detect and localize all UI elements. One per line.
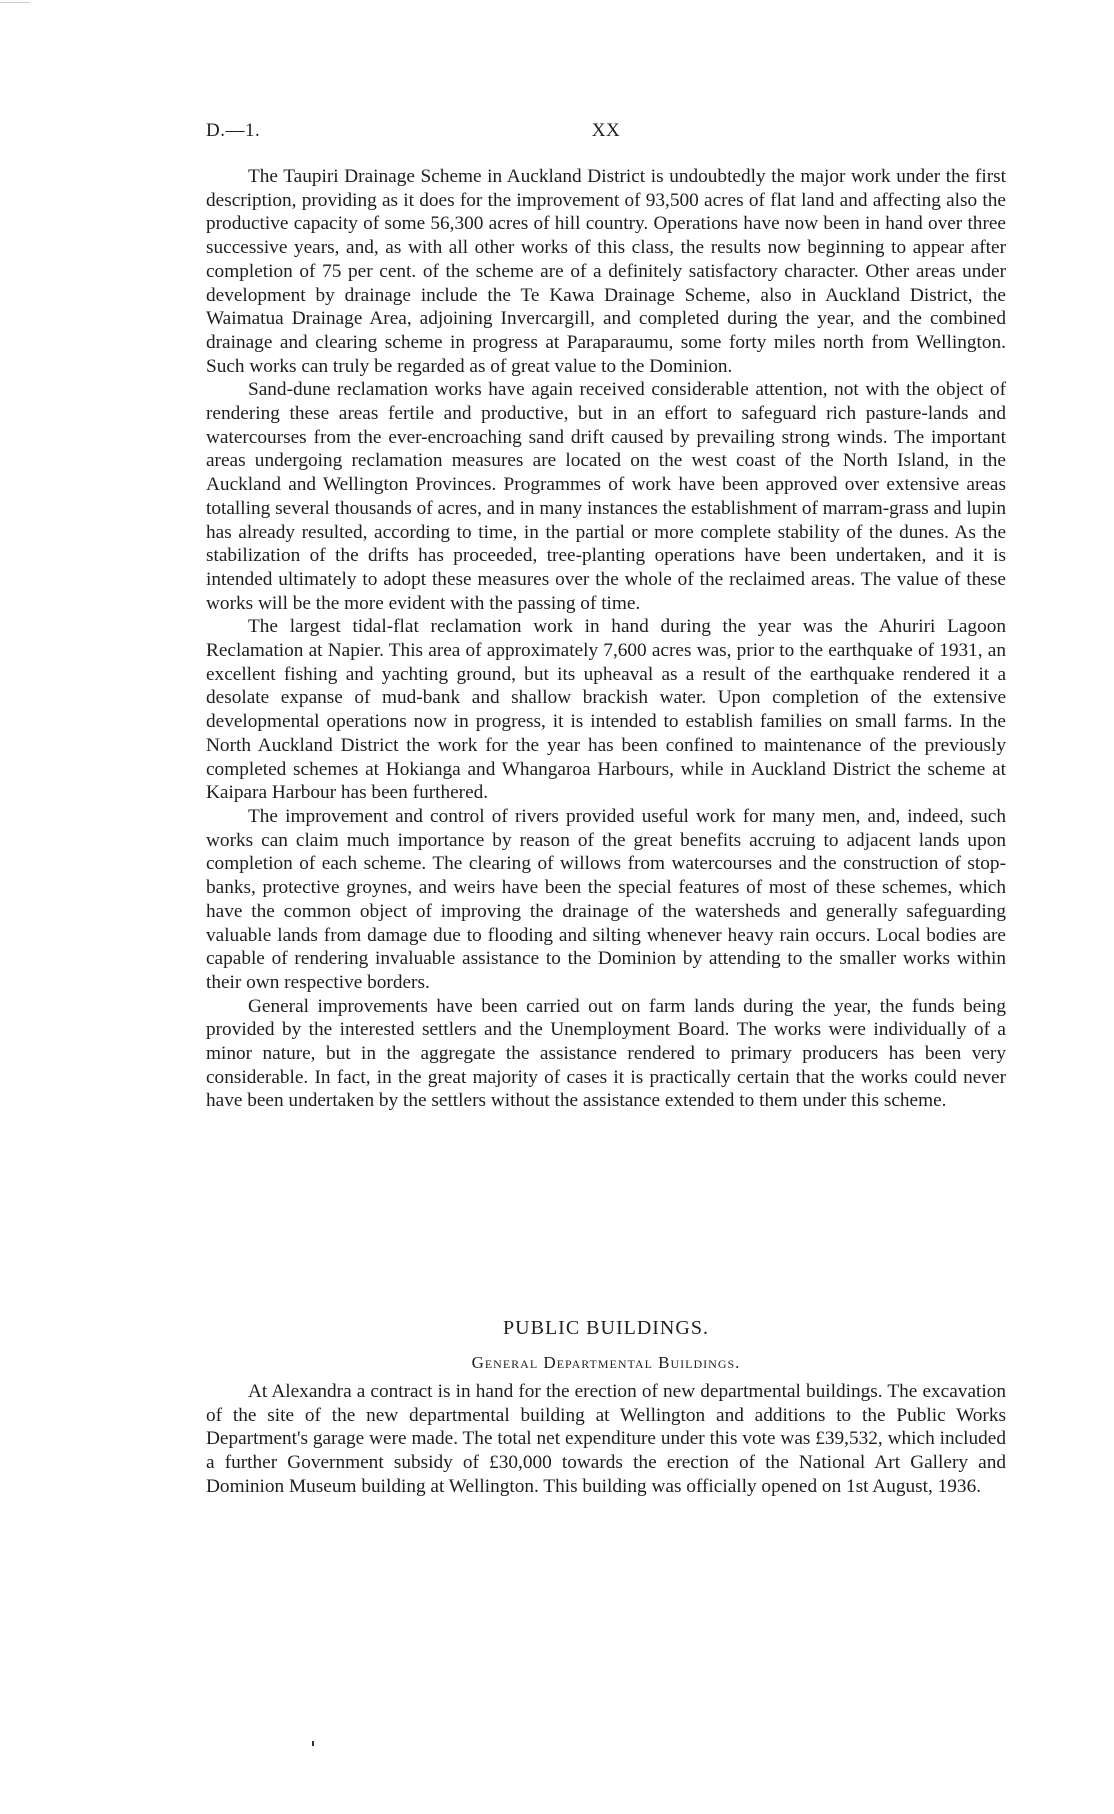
page-header xyxy=(206,120,1006,144)
scan-edge-mark xyxy=(0,2,30,3)
paragraph-river-improvement: The improvement and control of rivers provided useful work for many men, and, indeed, such works can claim much importance by reason of the great benefits accruing to adjacent lands upon completion of each scheme. The clearing of willows from watercourses and the construction of stop-banks, protective groynes, and weirs have been the special features of most of these schemes, which have the common object of improving the drainage of the watersheds and generally safeguarding valuable lands from damage due to flooding and silting whenever heavy rain occurs. Local bodies are capable of rendering invaluable assistance to the Dominion by attending to the smaller works within their own respective borders. xyxy=(206,805,1006,993)
section-body-text xyxy=(206,1380,1006,1499)
page-number: XX xyxy=(591,120,621,141)
section-subheading: General Departmental Buildings. xyxy=(471,1353,741,1372)
paragraph-departmental-buildings: At Alexandra a contract is in hand for the erection of new departmental buildings. The excavation of the site of the new departmental building at Wellington and additions to the Public Works Department's garage were made. The total net expenditure under this vote was £39,532, which included a further Government subsidy of £30,000 towards the erection of the National Art Gallery and Dominion Museum building at Wellington. This building was officially opened on 1st August, 1936. xyxy=(206,1381,1006,1497)
document-reference: D.—1. xyxy=(206,120,261,141)
paragraph-tidal-flat-reclamation: The largest tidal-flat reclamation work in hand during the year was the Ahuriri Lagoon Reclamation at Napier. This area of approximately 7,600 acres was, prior to the earthquake of 1931, an excellent fishing and yachting ground, but its upheaval as a result of the earthquake rendered it a desolate expanse of mud-bank and shallow brackish water. Upon completion of the extensive developmental operations now in progress, it is intended to establish families on small farms. In the North Auckland District the work for the year has been confined to maintenance of the previously completed schemes at Hokianga and Whangaroa Harbours, while in Auckland District the scheme at Kaipara Harbour has been furthered. xyxy=(206,616,1006,804)
paragraph-sand-dune-reclamation: Sand-dune reclamation works have again received considerable attention, not with the object of rendering these areas fertile and productive, but in an effort to safeguard rich pasture-lands and watercourses from the ever-encroaching sand drift caused by prevailing strong winds. The important areas undergoing reclamation measures are located on the west coast of the North Island, in the Auckland and Wellington Provinces. Programmes of work have been approved over extensive areas totalling several thousands of acres, and in many instances the establishment of marram-grass and lupin has already resulted, according to time, in the partial or more complete stability of the dunes. As the stabilization of the drifts has proceeded, tree-planting operations have been undertaken, and it is intended ultimately to adopt these measures over the whole of the reclaimed areas. The value of these works will be the more evident with the passing of time. xyxy=(206,379,1006,614)
section-heading: PUBLIC BUILDINGS. xyxy=(503,1317,709,1339)
paragraph-farm-improvements: General improvements have been carried out on farm lands during the year, the funds being provided by the interested settlers and the Unemployment Board. The works were individually of a minor nature, but in the aggregate the assistance rendered to primary producers has been very considerable. In fact, in the great majority of cases it is practically certain that the works could never have been undertaken by the settlers without the assistance extended to them under this scheme. xyxy=(206,995,1006,1112)
paragraph-taupiri-drainage: The Taupiri Drainage Scheme in Auckland District is undoubtedly the major work under the first description, providing as it does for the improvement of 93,500 acres of flat land and affecting also the productive capacity of some 56,300 acres of hill country. Operations have now been in hand over three successive years, and, as with all other works of this class, the results now beginning to appear after completion of 75 per cent. of the scheme are of a definitely satisfactory character. Other areas under development by drainage include the Te Kawa Drainage Scheme, also in Auckland District, the Waimatua Drainage Area, adjoining Invercargill, and completed during the year, and the combined drainage and clearing scheme in progress at Paraparaumu, some forty miles north from Wellington. Such works can truly be regarded as of great value to the Dominion. xyxy=(206,166,1006,377)
scan-speck xyxy=(312,1741,314,1746)
body-text xyxy=(206,165,1006,1113)
